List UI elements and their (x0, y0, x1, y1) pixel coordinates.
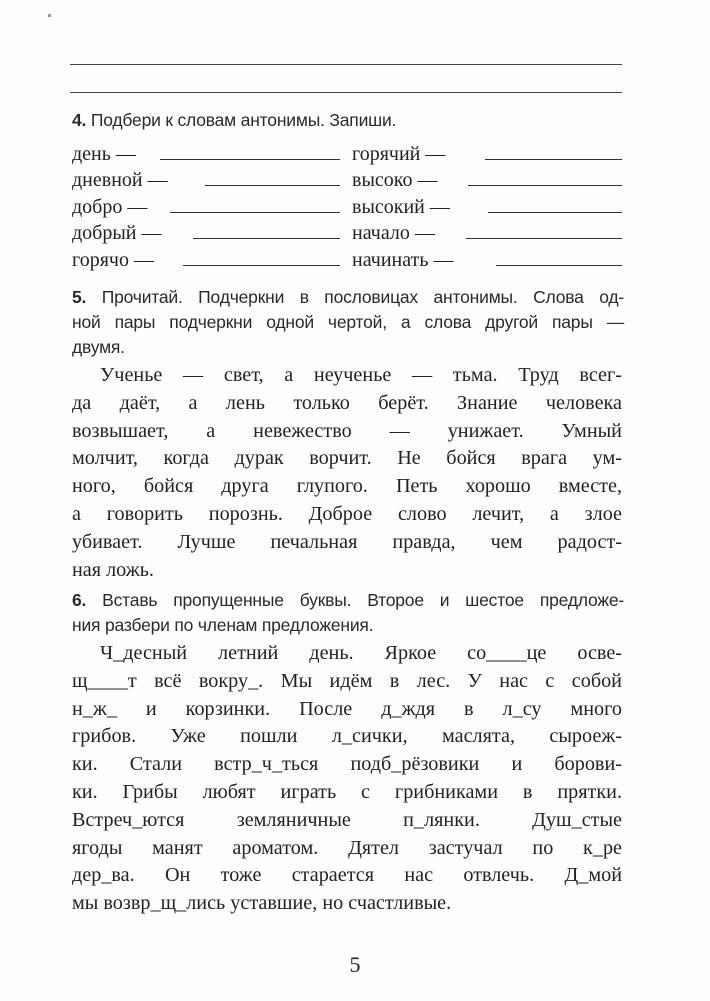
answer-blank[interactable] (170, 212, 340, 213)
proverbs-text (72, 362, 622, 584)
text-line: Встреч_ются земляничные п_лянки. Душ_стые (72, 808, 622, 831)
text-line: ная ложь. (72, 558, 154, 581)
antonym-word: горячий — (352, 143, 446, 165)
answer-blank[interactable] (488, 212, 622, 213)
text-line: убивает. Лучше печальная правда, чем радост- (72, 530, 622, 553)
text-line: Ч_десный летний день. Яркое со____це осве- (100, 642, 622, 664)
task-number: 5. (72, 287, 87, 307)
text-line: Ученье — свет, а неученье — тьма. Труд всег- (100, 364, 622, 386)
text-line: мы возвр_щ_лись уставшие, но счастливые. (72, 892, 452, 915)
antonym-word: горячо — (72, 249, 154, 271)
instruction-line: двумя. (72, 337, 125, 357)
instruction-line (72, 285, 624, 310)
gap-fill-text (72, 640, 622, 918)
task-4-instruction (72, 108, 632, 133)
text-line: ки. Стали встр_ч_ться подб_рёзовики и борови- (72, 753, 622, 776)
antonym-word: добро — (72, 196, 148, 218)
answer-blank[interactable] (485, 159, 622, 160)
page-number: 5 (349, 952, 361, 977)
antonym-word: начало — (352, 222, 435, 244)
text-line: да даёт, а лень только берёт. Знание человека (72, 391, 622, 414)
text-line: н_ж_ и корзинки. После д_ждя в л_су много (72, 697, 622, 720)
antonym-word: высокий — (352, 196, 450, 218)
text-line: грибов. Уже пошли л_сички, маслята, сыроеж- (72, 725, 622, 748)
instruction-line: ной пары подчеркни одной чертой, а слова другой пары — (72, 312, 624, 332)
text-line: дер_ва. Он тоже старается нас отвлечь. Д_мой (72, 864, 622, 887)
answer-blank[interactable] (160, 159, 340, 160)
answer-line[interactable] (70, 92, 622, 93)
answer-blank[interactable] (193, 238, 340, 239)
text-line: а говорить порознь. Доброе слово лечит, а злое (72, 502, 622, 525)
text-line: возвышает, а невежество — унижает. Умный (72, 419, 622, 442)
task-text: Подбери к словам антонимы. Запиши. (90, 110, 397, 130)
text-line: ки. Грибы любят играть с грибниками в прятки. (72, 780, 622, 803)
instruction-line: ния разбери по членам предложения. (72, 615, 374, 635)
scan-mark (48, 14, 51, 17)
task-5-instruction (72, 285, 624, 360)
antonym-word: день — (72, 143, 136, 165)
text-line: молчит, когда дурак ворчит. Не бойся врага ум- (72, 447, 622, 470)
instruction-line (72, 588, 624, 613)
answer-blank[interactable] (468, 185, 622, 186)
antonym-word: начинать — (352, 249, 454, 271)
answer-blank[interactable] (496, 265, 622, 266)
antonym-word: высоко — (352, 169, 438, 191)
antonym-word: добрый — (72, 222, 162, 244)
text-line: щ____т всё вокру_. Мы идём в лес. У нас с собой (72, 669, 622, 692)
answer-blank[interactable] (183, 265, 340, 266)
task-number: 6. (72, 590, 87, 610)
text-line: ного, бойся друга глупого. Петь хорошо вместе, (72, 475, 622, 498)
instruction-text: Вставь пропущенные буквы. Второе и шестое предложе- (102, 590, 624, 610)
answer-blank[interactable] (205, 185, 340, 186)
answer-line[interactable] (70, 64, 622, 65)
task-6-instruction (72, 588, 624, 638)
task-number: 4. (72, 110, 87, 130)
text-line: ягоды манят ароматом. Дятел застучал по к_ре (72, 836, 622, 859)
antonym-word: дневной — (72, 169, 168, 191)
instruction-text: Прочитай. Подчеркни в пословицах антонимы. Слова од- (101, 287, 624, 307)
answer-blank[interactable] (466, 238, 622, 239)
